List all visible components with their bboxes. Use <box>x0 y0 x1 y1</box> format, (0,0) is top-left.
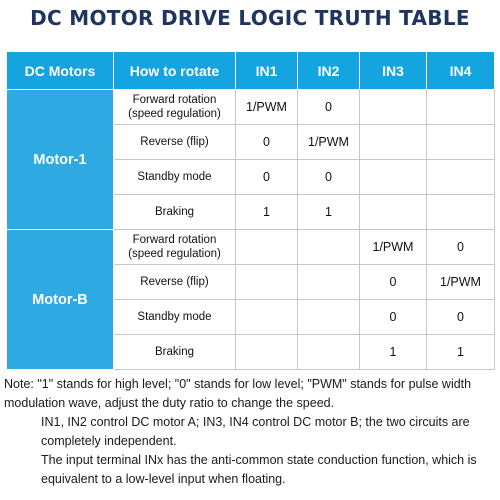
how-to-rotate-text: Forward rotation <box>132 93 217 106</box>
how-to-rotate-text: Forward rotation <box>132 233 217 246</box>
header-in1: IN1 <box>236 52 298 90</box>
in2-cell: 0 <box>298 160 360 195</box>
in4-cell: 1/PWM <box>427 265 495 300</box>
how-to-rotate-cell <box>114 125 236 160</box>
header-dc-motors: DC Motors <box>7 52 114 90</box>
table-row <box>7 90 495 125</box>
note-text: The input terminal INx has the anti-common state conduction function, which is equivalent to a low-level input when floating. <box>41 453 477 486</box>
notes <box>4 375 496 489</box>
in2-cell <box>298 265 360 300</box>
in4-cell <box>427 90 495 125</box>
how-to-rotate-text: (speed regulation) <box>128 248 221 260</box>
in3-cell <box>360 90 427 125</box>
in1-cell: 0 <box>236 160 298 195</box>
how-to-rotate-cell <box>114 230 236 265</box>
header-in4: IN4 <box>427 52 495 90</box>
table-row <box>7 230 495 265</box>
note-text: Note: "1" stands for high level; "0" stands for low level; "PWM" stands for pulse width modulation wave, adjust the duty ratio to change the speed. <box>4 377 472 410</box>
note-text: IN1, IN2 control DC motor A; IN3, IN4 control DC motor B; the two circuits are completely independent. <box>41 415 470 448</box>
in4-cell <box>427 125 495 160</box>
in3-cell: 0 <box>360 265 427 300</box>
in3-cell <box>360 195 427 230</box>
how-to-rotate-cell <box>114 265 236 300</box>
truth-table-body <box>7 90 495 370</box>
in1-cell <box>236 300 298 335</box>
motor-label: Motor-B <box>7 230 114 370</box>
how-to-rotate-text: Braking <box>155 205 194 218</box>
page-title: DC MOTOR DRIVE LOGIC TRUTH TABLE <box>30 6 470 30</box>
in4-cell <box>427 195 495 230</box>
header-in2: IN2 <box>298 52 360 90</box>
in2-cell <box>298 230 360 265</box>
in1-cell: 0 <box>236 125 298 160</box>
how-to-rotate-cell <box>114 90 236 125</box>
in1-cell <box>236 335 298 370</box>
how-to-rotate-text: Standby mode <box>137 310 212 323</box>
header-in3: IN3 <box>360 52 427 90</box>
in3-cell: 1/PWM <box>360 230 427 265</box>
in2-cell: 1 <box>298 195 360 230</box>
in1-cell <box>236 230 298 265</box>
in1-cell <box>236 265 298 300</box>
motor-label: Motor-1 <box>7 90 114 230</box>
how-to-rotate-text: Standby mode <box>137 170 212 183</box>
in4-cell: 1 <box>427 335 495 370</box>
table-header-row <box>7 52 495 90</box>
how-to-rotate-text: Braking <box>155 345 194 358</box>
how-to-rotate-text: (speed regulation) <box>128 108 221 120</box>
in2-cell: 0 <box>298 90 360 125</box>
how-to-rotate-cell <box>114 300 236 335</box>
in3-cell <box>360 160 427 195</box>
in4-cell: 0 <box>427 230 495 265</box>
in3-cell <box>360 125 427 160</box>
header-how-to-rotate: How to rotate <box>114 52 236 90</box>
in4-cell: 0 <box>427 300 495 335</box>
how-to-rotate-cell <box>114 160 236 195</box>
how-to-rotate-cell <box>114 195 236 230</box>
in2-cell <box>298 300 360 335</box>
in1-cell: 1 <box>236 195 298 230</box>
in4-cell <box>427 160 495 195</box>
in3-cell: 1 <box>360 335 427 370</box>
truth-table <box>6 51 495 370</box>
how-to-rotate-text: Reverse (flip) <box>140 135 209 148</box>
how-to-rotate-cell <box>114 335 236 370</box>
in3-cell: 0 <box>360 300 427 335</box>
in1-cell: 1/PWM <box>236 90 298 125</box>
in2-cell: 1/PWM <box>298 125 360 160</box>
how-to-rotate-text: Reverse (flip) <box>140 275 209 288</box>
in2-cell <box>298 335 360 370</box>
